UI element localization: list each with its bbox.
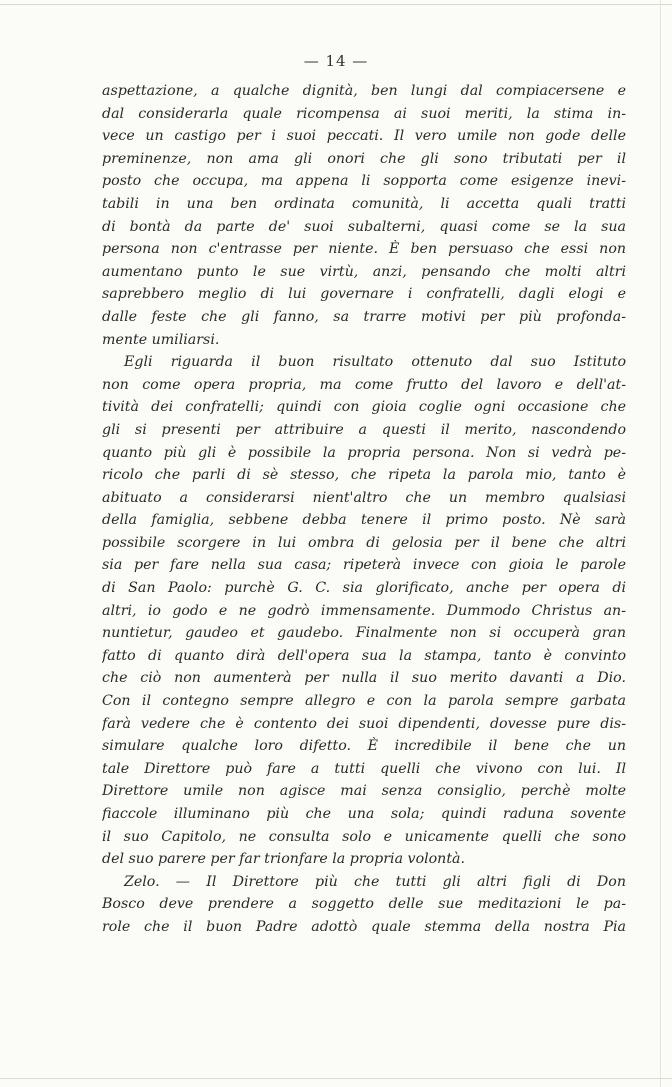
text-line: il suo Capitolo, ne consulta solo e unicamente quelli che sono — [102, 828, 626, 845]
text-line: fatto di quanto dirà dell'opera sua la stampa, tanto è convinto — [102, 647, 626, 664]
text-line: sia per fare nella sua casa; ripeterà invece con gioia le parole — [102, 557, 626, 574]
text-line: possibile scorgere in lui ombra di gelosia per il bene che altri — [102, 534, 626, 551]
text-line: altri, io godo e ne godrò immensamente. Dummodo Christus an- — [102, 602, 626, 619]
bottom-rule — [0, 1078, 672, 1079]
text-line: Con il contegno sempre allegro e con la parola sempre garbata — [102, 693, 626, 710]
text-line: posto che occupa, ma appena li sopporta come esigenze inevi- — [102, 173, 626, 190]
text-line: del suo parere per far trionfare la propria volontà. — [102, 851, 465, 868]
text-line: quanto più gli è possibile la propria persona. Non si vedrà pe- — [102, 444, 626, 461]
text-line: Egli riguarda il buon risultato ottenuto dal suo Istituto — [124, 354, 626, 371]
text-line: aspettazione, a qualche dignità, ben lungi dal compiacersene e — [102, 83, 626, 99]
text-line: role che il buon Padre adottò quale stemma della nostra Pia — [102, 918, 626, 935]
text-line: aumentano punto le sue virtù, anzi, pensando che molti altri — [102, 263, 626, 280]
text-line: nuntietur, gaudeo et gaudebo. Finalmente non si occuperà gran — [102, 625, 626, 642]
text-line: che ciò non aumenterà per nulla il suo merito davanti a Dio. — [102, 670, 626, 687]
text-line: Direttore umile non agisce mai senza consiglio, perchè molte — [102, 783, 626, 800]
right-margin-line — [660, 0, 661, 1087]
text-line: di bontà da parte de' suoi subalterni, quasi come se la sua — [102, 218, 626, 235]
text-line: vece un castigo per i suoi peccati. Il vero umile non gode delle — [102, 128, 626, 145]
text-line: tabili in una ben ordinata comunità, li accetta quali tratti — [102, 195, 626, 212]
text-line: dalle feste che gli fanno, sa trarre motivi per più profonda- — [102, 308, 626, 325]
text-line: farà vedere che è contento dei suoi dipendenti, dovesse pure dis- — [102, 715, 626, 732]
text-line: non come opera propria, ma come frutto del lavoro e dell'at- — [102, 376, 626, 393]
text-line: tale Direttore può fare a tutti quelli che vivono con lui. Il — [102, 760, 626, 777]
text-line: Bosco deve prendere a soggetto delle sue meditazioni le pa- — [102, 896, 626, 913]
section-heading-line: Zelo. — Il Direttore più che tutti gli altri figli di Don — [124, 873, 626, 890]
text-line: abituato a considerarsi nient'altro che un membro qualsiasi — [102, 489, 626, 506]
text-line: fiaccole illuminano più che una sola; quindi raduna sovente — [102, 806, 626, 822]
text-line: simulare qualche loro difetto. È incredibile il bene che un — [102, 738, 626, 755]
text-line: preminenze, non ama gli onori che gli sono tributati per il — [102, 150, 626, 167]
text-line: gli si presenti per attribuire a questi il merito, nascondendo — [102, 421, 626, 438]
text-line: mente umiliarsi. — [102, 331, 220, 348]
text-line: saprebbero meglio di lui governare i confratelli, dagli elogi e — [102, 286, 626, 303]
text-line: ricolo che parli di sè stesso, che ripeta la parola mio, tanto è — [102, 467, 626, 484]
text-line: dal considerarla quale ricompensa ai suoi meriti, la stima in- — [102, 105, 626, 122]
text-line: persona non c'entrasse per niente. È ben persuaso che essi non — [102, 241, 626, 258]
top-rule — [0, 4, 672, 5]
text-line: della famiglia, sebbene debba tenere il primo posto. Nè sarà — [102, 512, 626, 529]
text-line: tività dei confratelli; quindi con gioia coglie ogni occasione che — [102, 399, 626, 416]
body-text — [102, 80, 626, 939]
page-number: — 14 — — [303, 52, 369, 70]
text-line: di San Paolo: purchè G. C. sia glorificato, anche per opera di — [102, 580, 626, 597]
